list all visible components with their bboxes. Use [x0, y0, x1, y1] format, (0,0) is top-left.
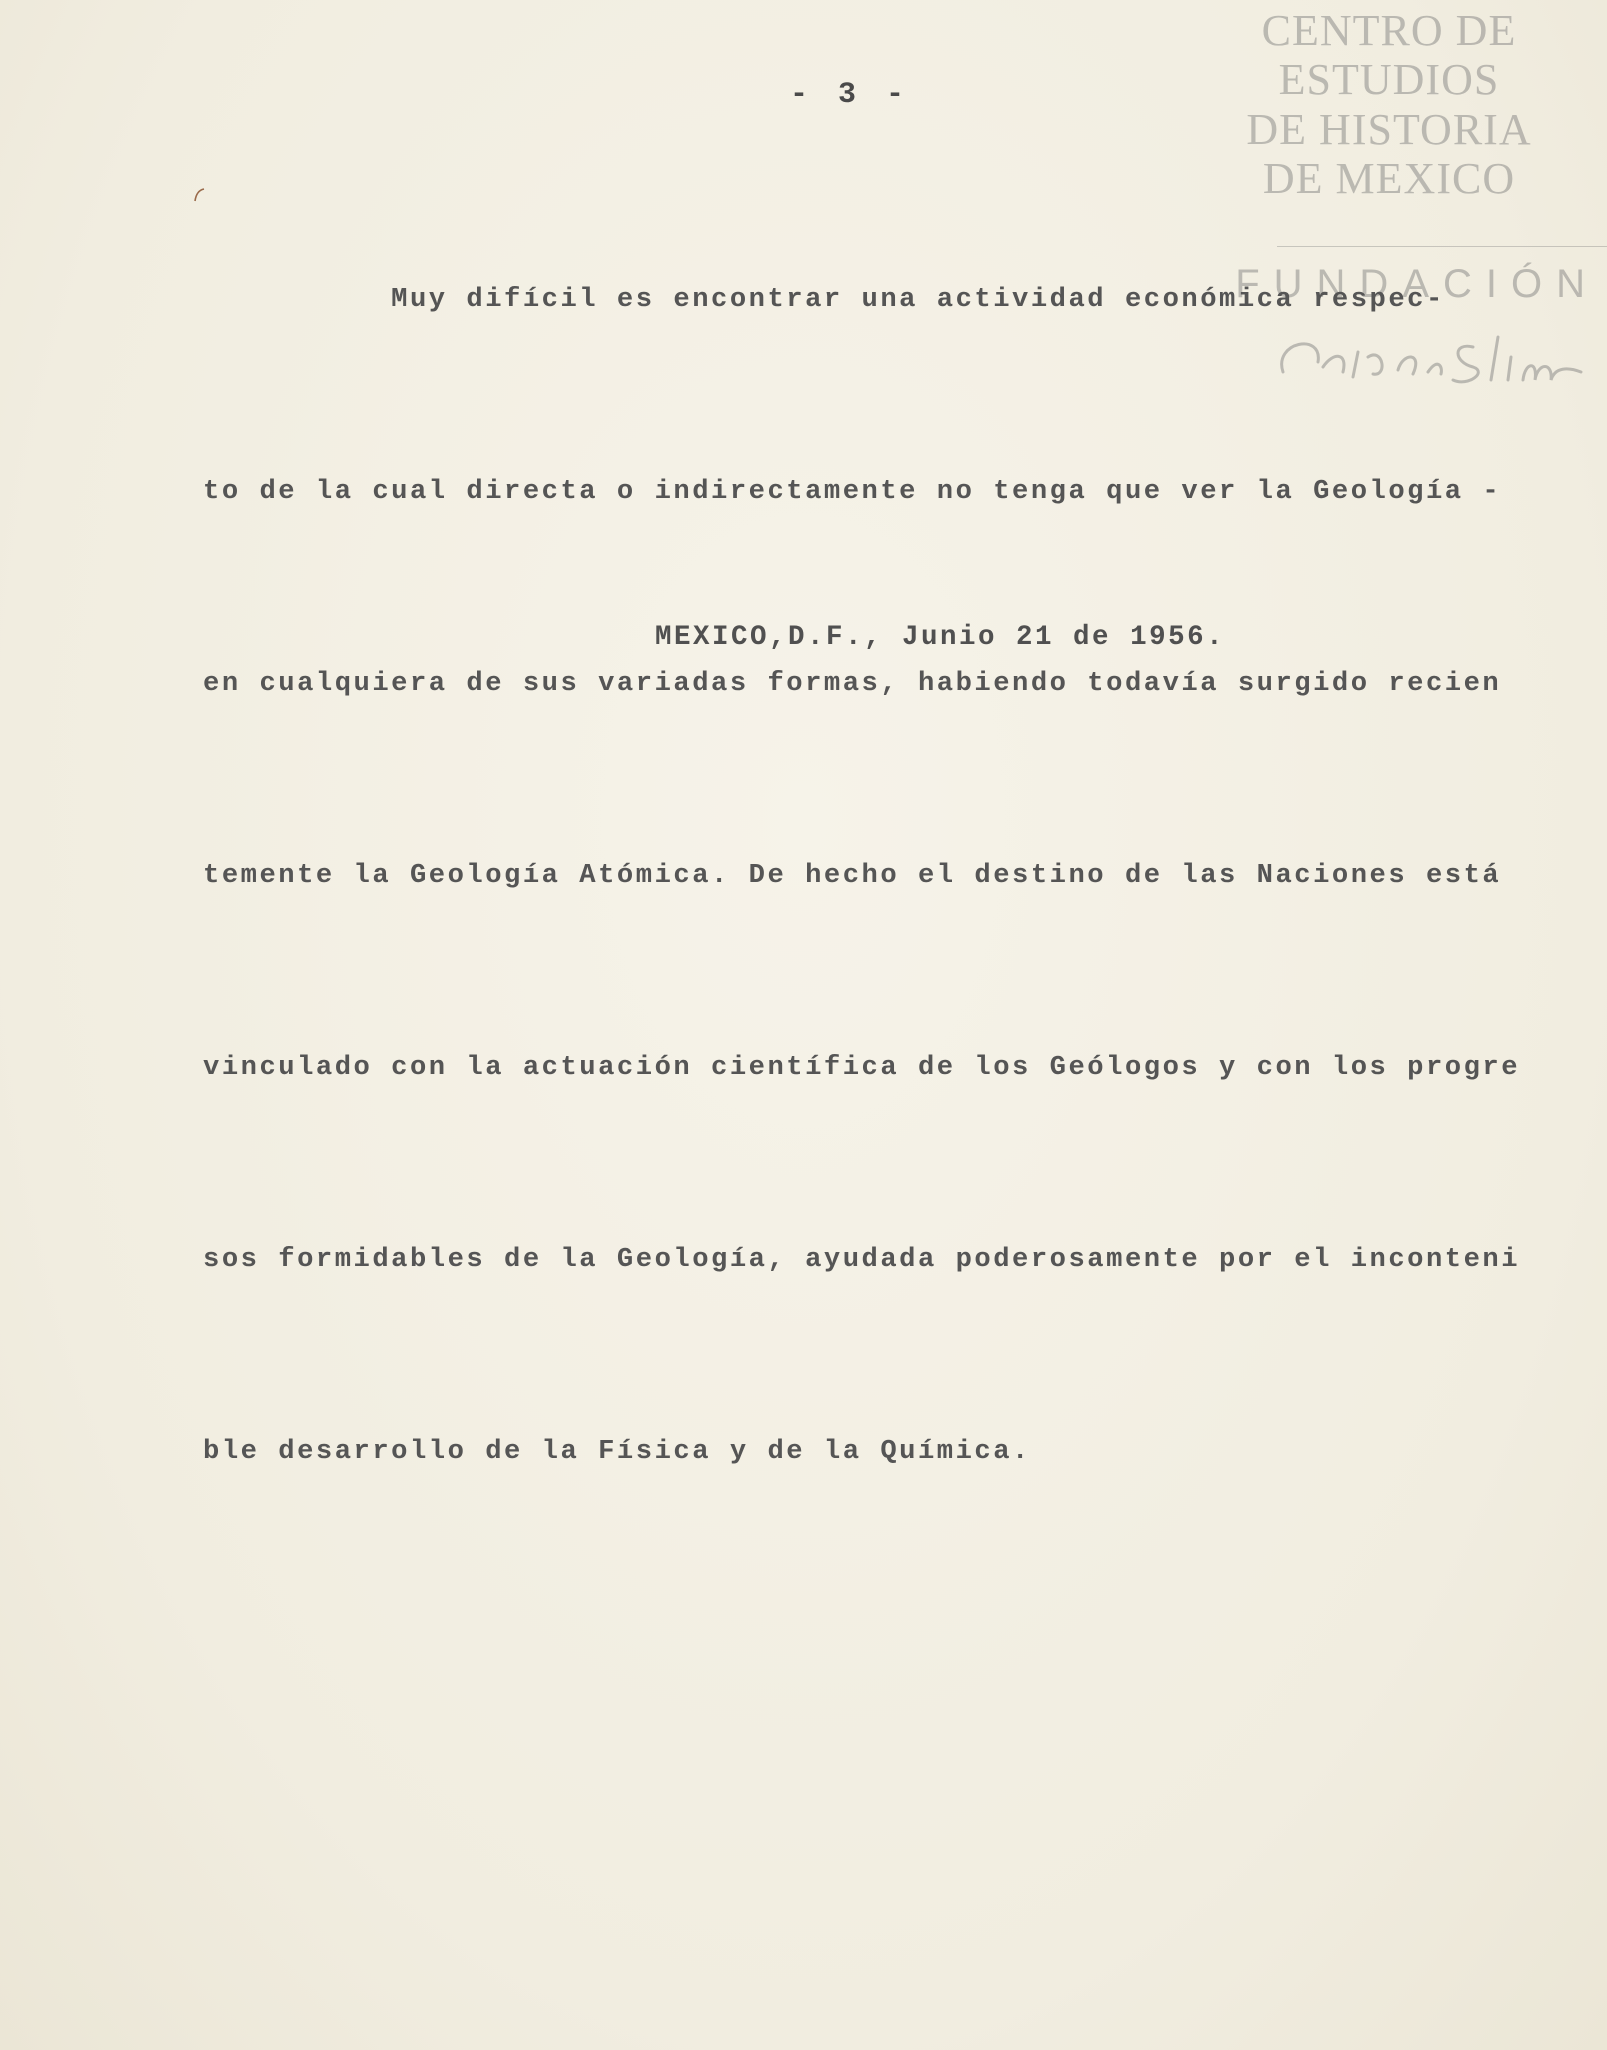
watermark-line: DE MEXICO [1262, 153, 1516, 203]
watermark-line: ESTUDIOS [1278, 55, 1500, 105]
body-line: to de la cual directa o indirectamente no tenga que ver la Geología - [203, 476, 1502, 507]
body-line: en cualquiera de sus variadas formas, habiendo todavía surgido recien [203, 668, 1502, 699]
body-line: sos formidables de la Geología, ayudada poderosamente por el inconteni [203, 1244, 1521, 1275]
watermark-line: CENTRO DE [1261, 6, 1517, 55]
body-paragraph [203, 140, 1533, 1612]
body-line: ble desarrollo de la Física y de la Química. [203, 1436, 1031, 1467]
watermark-line: DE HISTORIA [1246, 104, 1532, 154]
body-line: vinculado con la actuación científica de los Geólogos y con los progre [203, 1052, 1521, 1083]
page-number: - 3 - [790, 78, 911, 112]
body-line: Muy difícil es encontrar una actividad económica respec- [203, 284, 1445, 315]
watermark-foundation: FUNDACIÓN [1235, 262, 1599, 306]
body-line: temente la Geología Atómica. De hecho el destino de las Naciones está [203, 860, 1502, 891]
dateline: MEXICO,D.F., Junio 21 de 1956. [655, 622, 1226, 653]
